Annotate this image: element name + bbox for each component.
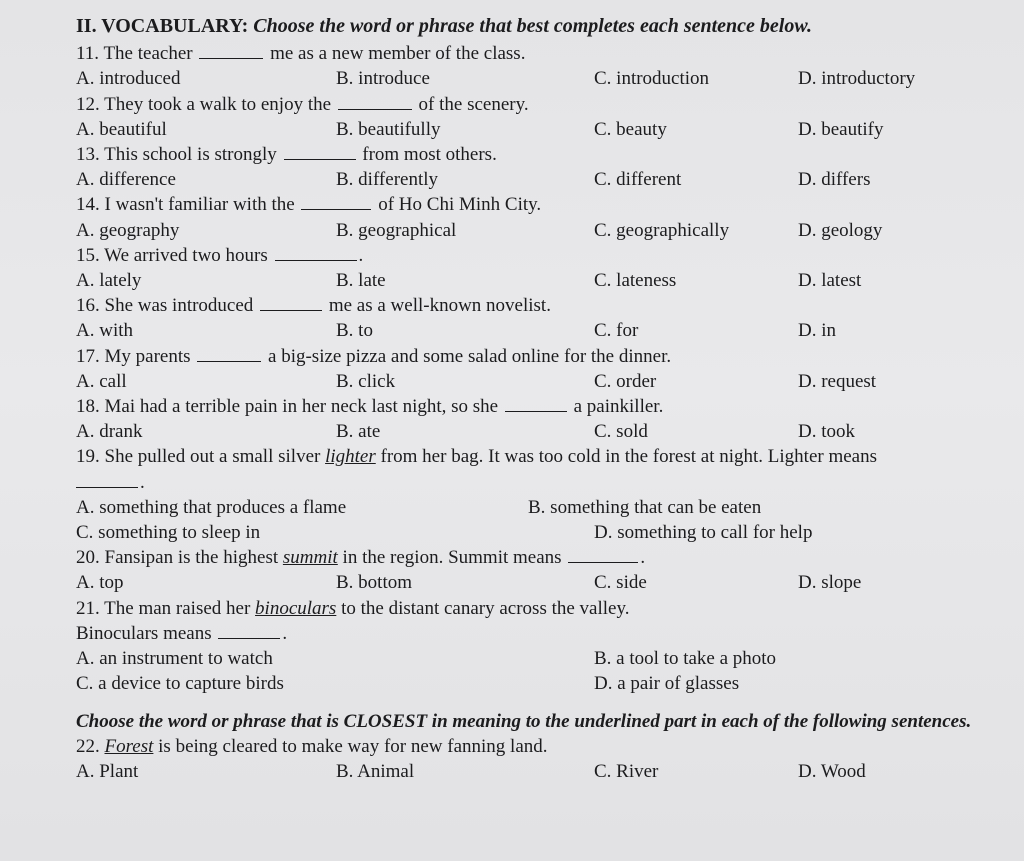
question-text: me as a new member of the class. [270,43,526,65]
option-c[interactable]: C. a device to capture birds [76,673,284,695]
answer-blank[interactable] [505,395,567,412]
question-text: 19. She pulled out a small silver [76,446,321,468]
options-21-row2 [76,671,1012,696]
answer-blank[interactable] [260,294,322,311]
option-d[interactable]: D. a pair of glasses [594,673,740,695]
answer-blank[interactable] [338,93,412,110]
question-19 [76,444,1012,469]
options-15 [76,268,1012,293]
option-d[interactable]: D. Wood [798,761,866,783]
options-22 [76,759,1012,784]
question-text: of the scenery. [418,93,529,115]
question-text: Binoculars means [76,622,212,644]
option-b[interactable]: B. geographical [336,219,457,241]
question-21 [76,596,1012,621]
question-text: of Ho Chi Minh City. [378,194,542,216]
option-c[interactable]: C. introduction [594,68,710,90]
option-b[interactable]: B. to [336,320,373,342]
option-c[interactable]: C. geographically [594,219,730,241]
answer-blank[interactable] [284,143,356,160]
question-text: from her bag. It was too cold in the forest at night. Lighter means [380,446,878,468]
question-text: to the distant canary across the valley. [341,597,630,619]
option-a[interactable]: A. drank [76,421,143,443]
underlined-word: binoculars [255,597,337,619]
question-text: from most others. [362,143,497,165]
underlined-word: summit [282,547,338,569]
option-d[interactable]: D. request [798,370,877,392]
question-text: 12. They took a walk to enjoy the [76,93,332,115]
section-title: II. VOCABULARY: [76,15,249,37]
section-heading [76,14,1012,39]
option-b[interactable]: B. a tool to take a photo [594,647,777,669]
question-text: . [640,547,646,569]
question-text: me as a well-known novelist. [328,295,551,317]
question-text: . [358,244,364,266]
option-a[interactable]: A. something that produces a flame [76,496,347,518]
option-c[interactable]: C. something to sleep in [76,521,261,543]
worksheet [76,14,1012,785]
question-text: 14. I wasn't familiar with the [76,194,295,216]
option-b[interactable]: B. introduce [336,68,430,90]
question-text: 17. My parents [76,345,191,367]
option-b[interactable]: B. Animal [336,761,415,783]
option-d[interactable]: D. differs [798,169,871,191]
question-text: . [140,471,145,493]
option-a[interactable]: A. with [76,320,133,342]
option-d[interactable]: D. beautify [798,118,884,140]
question-text: 20. Fansipan is the highest [76,547,279,569]
options-21-row1 [76,646,1012,671]
question-13 [76,142,1012,167]
options-11 [76,66,1012,91]
options-17 [76,369,1012,394]
option-c[interactable]: C. order [594,370,657,392]
answer-blank[interactable] [301,193,371,210]
option-b[interactable]: B. late [336,269,386,291]
option-b[interactable]: B. click [336,370,396,392]
underlined-word: lighter [325,446,376,468]
question-16 [76,293,1012,318]
question-text: 11. The teacher [76,43,193,65]
option-b[interactable]: B. something that can be eaten [528,496,762,518]
question-text: 13. This school is strongly [76,143,277,165]
question-text: . [282,622,288,644]
option-a[interactable]: A. Plant [76,761,139,783]
underlined-word: Forest [104,736,154,758]
question-text: a big-size pizza and some salad online for the dinner. [268,345,672,367]
question-11 [76,41,1012,66]
question-12 [76,92,1012,117]
option-d[interactable]: D. slope [798,572,862,594]
option-a[interactable]: A. lately [76,269,142,291]
option-c[interactable]: C. different [594,169,682,191]
option-b[interactable]: B. beautifully [336,118,441,140]
question-text: is being cleared to make way for new fanning land. [158,736,548,758]
option-d[interactable]: D. latest [798,269,862,291]
option-b[interactable]: B. differently [336,169,439,191]
option-c[interactable]: C. side [594,572,647,594]
options-14 [76,218,1012,243]
option-b[interactable]: B. bottom [336,572,413,594]
question-15 [76,243,1012,268]
answer-blank[interactable] [197,345,261,362]
option-d[interactable]: D. introductory [798,68,916,90]
part2-instruction: Choose the word or phrase that is CLOSEST in meaning to the underlined part in each of the following sentences. [76,711,972,733]
question-20 [76,545,1012,570]
options-20 [76,570,1012,595]
section-instruction: Choose the word or phrase that best completes each sentence below. [253,15,812,37]
question-text: 15. We arrived two hours [76,244,268,266]
question-text: a painkiller. [573,395,664,417]
question-text: 16. She was introduced [76,295,254,317]
question-22 [76,734,1012,759]
question-text: 21. The man raised her [76,597,251,619]
option-a[interactable]: A. an instrument to watch [76,647,273,669]
options-16 [76,318,1012,343]
option-c[interactable]: C. River [594,761,659,783]
question-text: 18. Mai had a terrible pain in her neck last night, so she [76,395,499,417]
option-a[interactable]: A. beautiful [76,118,167,140]
question-21-line2 [76,621,1012,646]
answer-blank[interactable] [275,244,357,261]
option-c[interactable]: C. sold [594,421,648,443]
option-b[interactable]: B. ate [336,421,381,443]
question-19-blank-line [76,470,1012,495]
options-12 [76,117,1012,142]
options-18 [76,419,1012,444]
option-d[interactable]: D. took [798,421,855,443]
question-text: in the region. Summit means [342,547,562,569]
option-a[interactable]: A. top [76,572,124,594]
question-18 [76,394,1012,419]
option-a[interactable]: A. difference [76,169,176,191]
option-a[interactable]: A. geography [76,219,180,241]
option-c[interactable]: C. beauty [594,118,667,140]
option-a[interactable]: A. introduced [76,68,181,90]
answer-blank[interactable] [76,471,138,488]
option-c[interactable]: C. for [594,320,639,342]
options-19-row2 [76,520,1012,545]
option-a[interactable]: A. call [76,370,127,392]
options-19-row1 [76,495,1012,520]
option-c[interactable]: C. lateness [594,269,677,291]
answer-blank[interactable] [199,42,263,59]
question-17 [76,344,1012,369]
question-14 [76,192,1012,217]
answer-blank[interactable] [568,546,638,563]
answer-blank[interactable] [218,622,280,639]
options-13 [76,167,1012,192]
question-number: 22. [76,736,100,758]
option-d[interactable]: D. in [798,320,836,342]
option-d[interactable]: D. geology [798,219,883,241]
option-d[interactable]: D. something to call for help [594,521,813,543]
